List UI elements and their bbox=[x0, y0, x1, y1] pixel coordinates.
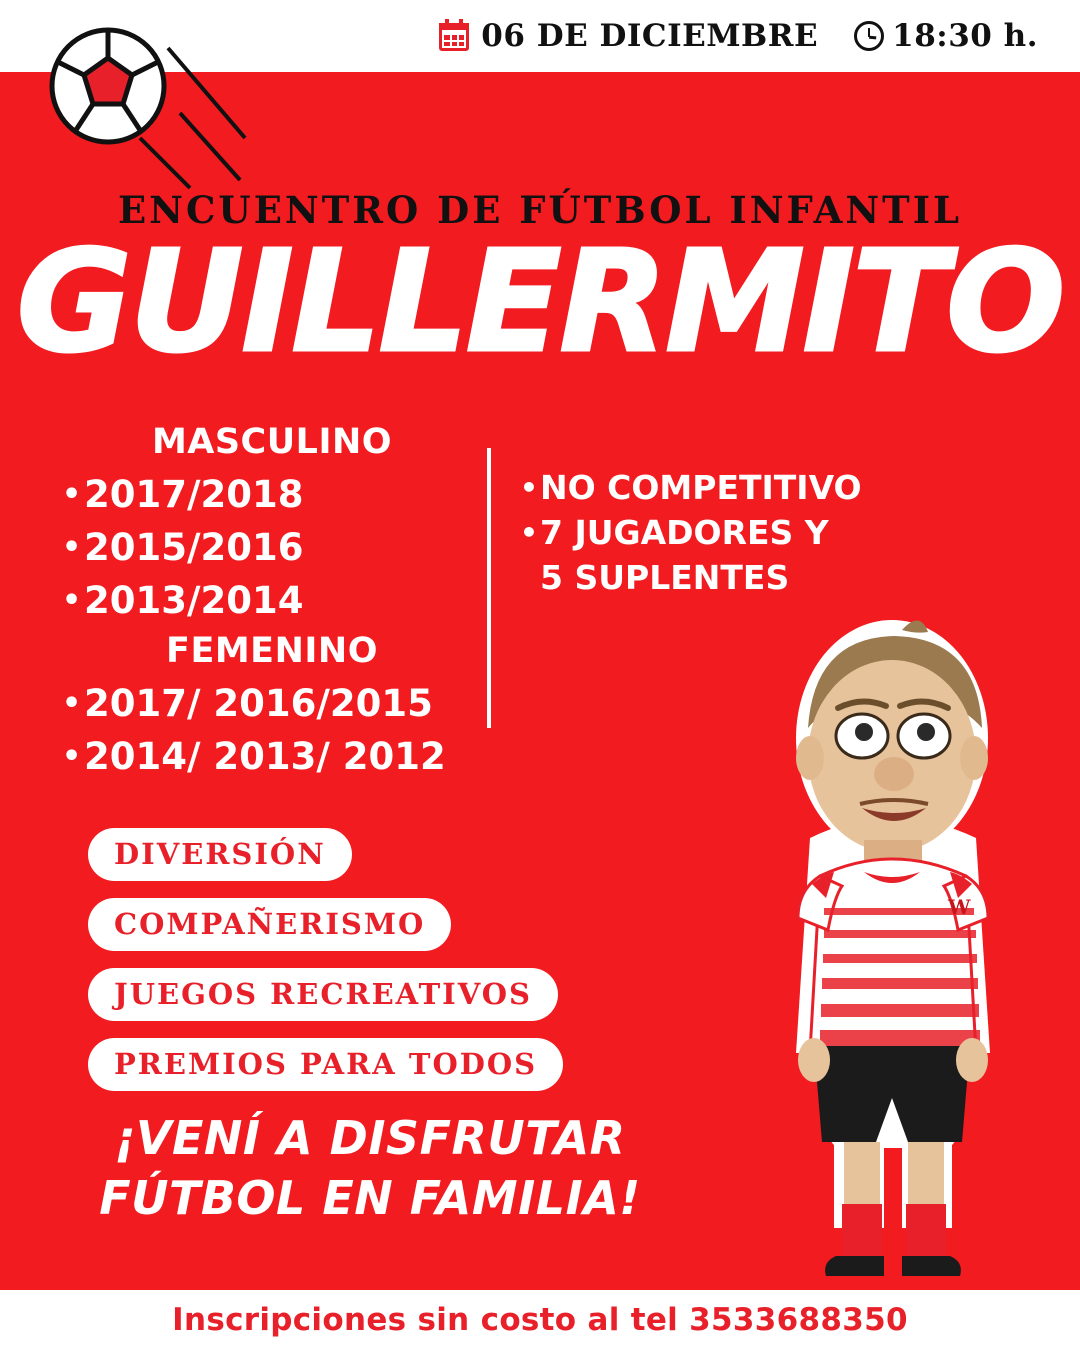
page-title: GUILLERMITO bbox=[16, 221, 1064, 384]
categories-block bbox=[62, 418, 482, 783]
list-item: • 2017/ 2016/2015 bbox=[62, 677, 482, 730]
list-item: • 2015/2016 bbox=[62, 521, 482, 574]
event-date: 06 DE DICIEMBRE bbox=[481, 18, 819, 54]
page-kicker: ENCUENTRO DE FÚTBOL INFANTIL bbox=[117, 188, 963, 232]
clock-icon bbox=[854, 21, 884, 51]
rules-block bbox=[520, 465, 940, 600]
list-item: 5 SUPLENTES bbox=[540, 558, 790, 597]
date-chip bbox=[439, 18, 818, 54]
feature-pill: COMPAÑERISMO bbox=[88, 898, 451, 951]
list-item: • 7 JUGADORES Y bbox=[520, 510, 940, 555]
features-list bbox=[88, 828, 563, 1108]
feature-pill: PREMIOS PARA TODOS bbox=[88, 1038, 563, 1091]
mascot-character bbox=[752, 608, 1032, 1308]
list-item: • 2014/ 2013/ 2012 bbox=[62, 730, 482, 783]
list-item: • NO COMPETITIVO bbox=[520, 465, 940, 510]
feature-pill: DIVERSIÓN bbox=[88, 828, 352, 881]
footer-bar bbox=[0, 1290, 1080, 1350]
calendar-icon bbox=[439, 21, 469, 51]
list-item: • 2013/2014 bbox=[62, 574, 482, 627]
list-item: • 2017/2018 bbox=[62, 468, 482, 521]
category-heading-femenino: FEMENINO bbox=[166, 631, 378, 671]
time-chip bbox=[854, 18, 1038, 54]
feature-pill: JUEGOS RECREATIVOS bbox=[88, 968, 558, 1021]
event-time: 18:30 h. bbox=[892, 18, 1038, 54]
soccer-ball-icon bbox=[40, 18, 260, 193]
category-heading-masculino: MASCULINO bbox=[151, 422, 393, 462]
contact-text: Inscripciones sin costo al tel 3533688350 bbox=[172, 1302, 908, 1338]
svg-text:W: W bbox=[948, 895, 971, 919]
slogan-text: ¡VENÍ A DISFRUTAR FÚTBOL EN FAMILIA! bbox=[99, 1111, 641, 1225]
vertical-divider bbox=[487, 448, 491, 728]
